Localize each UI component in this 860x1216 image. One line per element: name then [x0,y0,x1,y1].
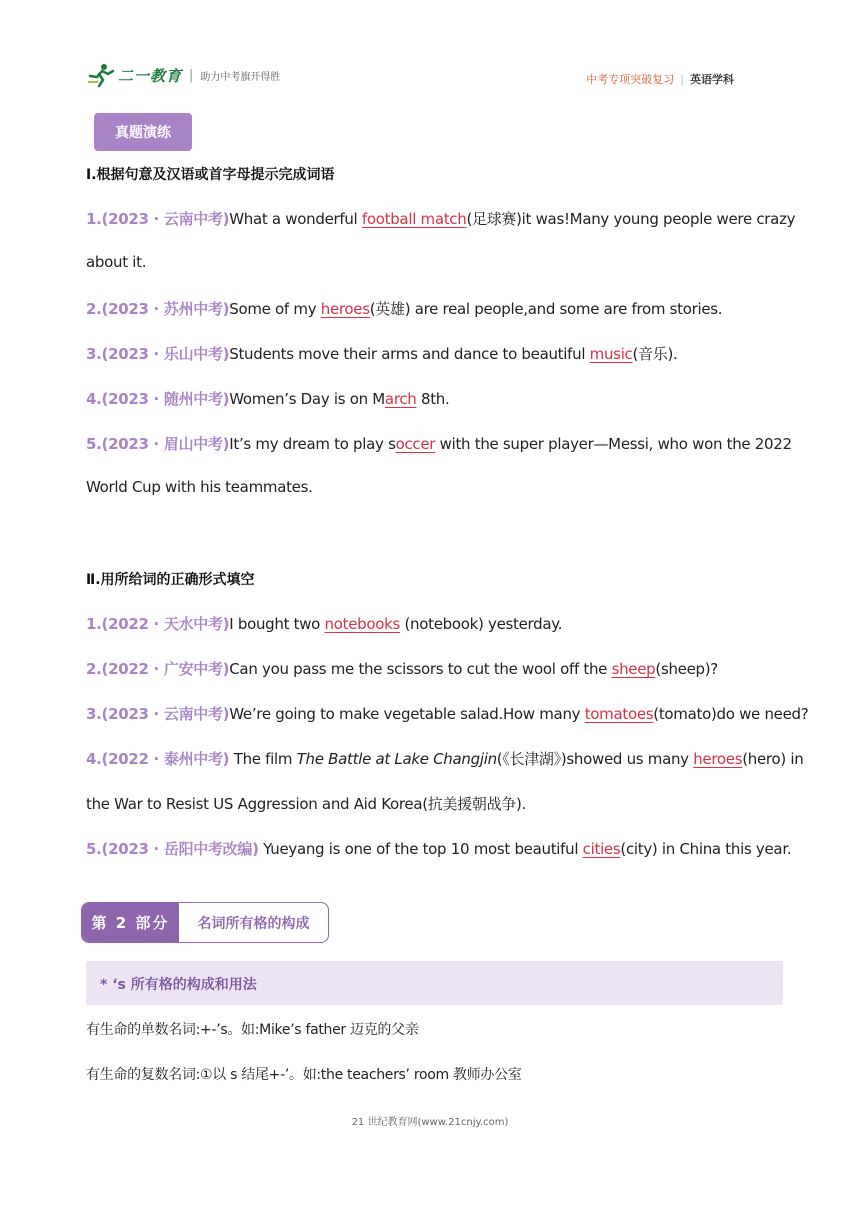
question-text: The film [229,750,297,768]
question-text: (足球赛)it was!Many young people were crazy [466,210,796,228]
question-2-1 [86,613,786,634]
part1-heading: Ⅰ.根据句意及汉语或首字母提示完成词语 [86,167,335,183]
answer: notebooks [324,615,401,633]
question-1-1-cont: about it. [86,253,147,271]
question-text: We’re going to make vegetable salad.How many [229,705,585,723]
question-2-2 [86,658,786,679]
question-text: I bought two [229,615,325,633]
question-text: Women’s Day is on M [229,390,385,408]
question-1-5 [86,433,792,454]
question-text: Can you pass me the scissors to cut the wool off the [229,660,612,678]
question-text: Yueyang is one of the top 10 most beautiful [258,840,583,858]
page-footer: 21 世纪教育网(www.21cnjy.com) [351,1117,509,1128]
question-source: 5.(2023 · 岳阳中考改编) [86,840,259,858]
answer: arch [384,390,417,408]
slogan: 助力中考旗开得胜 [200,71,281,83]
question-text: 8th. [416,390,450,408]
runner-logo-icon [86,62,116,88]
question-1-5-cont: World Cup with his teammates. [86,478,313,496]
question-2-3 [86,703,809,724]
question-source: 1.(2023 · 云南中考) [86,210,230,228]
part-number: 第 2 部分 [82,903,179,942]
series-label: 中考专项突破复习 [586,73,675,86]
note-1: 有生命的单数名词:+-’s。如:Mike’s father 迈克的父亲 [86,1022,419,1038]
part2-heading: Ⅱ.用所给词的正确形式填空 [86,572,255,588]
question-source: 2.(2023 · 苏州中考) [86,300,230,318]
part-2-header [81,902,329,943]
question-text: (notebook) yesterday. [400,615,563,633]
answer: heroes [320,300,370,318]
header-right [586,71,734,87]
question-text: (hero) in [742,750,804,768]
question-1-2 [86,298,786,319]
question-source: 5.(2023 · 眉山中考) [86,435,230,453]
question-text: Students move their arms and dance to beautiful [229,345,590,363]
film-title: The Battle at Lake Changjin [296,750,497,768]
logo-separator: | [189,67,194,83]
part-title: 名词所有格的构成 [197,915,310,932]
question-text: (city) in China this year. [620,840,792,858]
answer: heroes [693,750,743,768]
question-1-3 [86,343,786,364]
brand-name: 二一教育 [118,66,183,85]
question-source: 3.(2023 · 乐山中考) [86,345,230,363]
question-text: with the super player—Messi, who won the 2022 [435,435,792,453]
question-text: (sheep)? [655,660,718,678]
question-source: 4.(2022 · 泰州中考) [86,750,230,768]
question-text: (音乐). [632,345,678,363]
answer: music [589,345,633,363]
header-divider: | [680,73,684,86]
answer: football match [361,210,467,228]
question-2-5 [86,838,792,859]
question-text: What a wonderful [229,210,362,228]
question-text: It’s my dream to play s [229,435,396,453]
topic-band [86,961,783,1005]
question-1-1 [86,208,796,229]
topic-band-text: * ‘s 所有格的构成和用法 [100,977,257,993]
question-source: 3.(2023 · 云南中考) [86,705,230,723]
question-text: (tomato)do we need? [653,705,809,723]
question-2-4 [86,748,804,769]
section-tag: 真题演练 [94,113,192,151]
question-text: Some of my [229,300,321,318]
answer: tomatoes [584,705,654,723]
question-1-4 [86,388,786,409]
question-text: (英雄) are real people,and some are from stories. [369,300,723,318]
answer: occer [395,435,436,453]
answer: sheep [611,660,656,678]
answer: cities [582,840,621,858]
subject-label: 英语学科 [690,73,734,86]
question-text: (《长津湖》)showed us many [496,750,694,768]
question-source: 4.(2023 · 随州中考) [86,390,230,408]
logo [86,62,280,88]
page-header [86,62,776,96]
question-2-4-cont: the War to Resist US Aggression and Aid Korea(抗美援朝战争). [86,795,527,813]
question-source: 1.(2022 · 天水中考) [86,615,230,633]
note-2: 有生命的复数名词:①以 s 结尾+-’。如:the teachers’ room 教师办公室 [86,1067,522,1083]
question-source: 2.(2022 · 广安中考) [86,660,230,678]
